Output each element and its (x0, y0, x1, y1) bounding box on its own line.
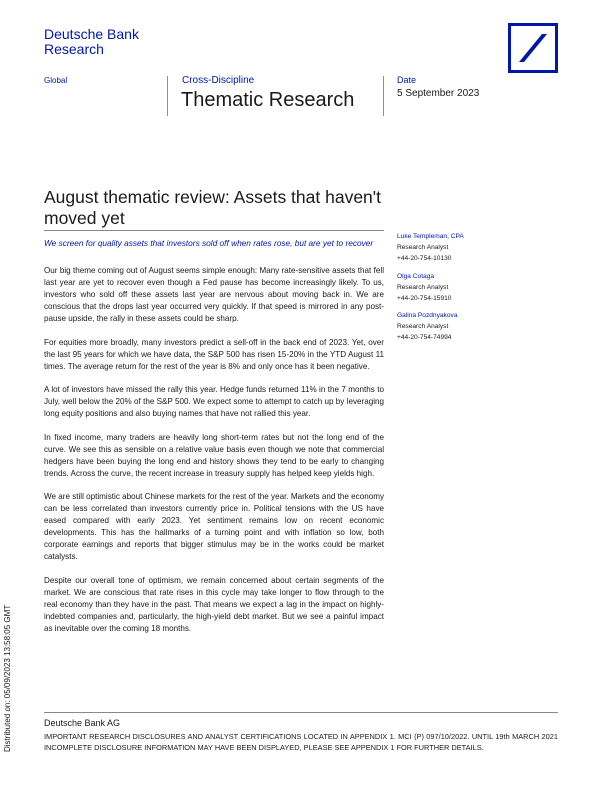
analyst-entry (397, 231, 567, 264)
body-paragraph: For equities more broadly, many investors predict a sell-off in the back end of 2023. Yet, over the last 95 years for which we have data, the S&P 500 has risen 15-20% in the YTD August 11 times. The average return for the rest of the year is 8% and only once has it been negative. (44, 337, 384, 371)
header-divider-right (383, 76, 384, 116)
body-paragraph: Despite our overall tone of optimism, we remain concerned about certain segments of the market. We are conscious that rate rises in this cycle may take longer to flow through to the real economy than they have in the past. That means we expect a lag in the impact on highly-indebted companies and, particularly, the high-yield debt market. But we see a painful impact as inevitable over the coming 18 months. (44, 575, 384, 633)
slash-logo-icon (511, 26, 555, 70)
body-paragraph: Our big theme coming out of August seems simple enough: Many rate-sensitive assets that fell last year are yet to recover even though a Fed pause has become increasingly likely. To us, investors who sold off these assets last year are nervous about moving back in. We are conscious that the drops last year occurred very quickly. If that speed is mirrored in any post-pause upside, the rally in these assets could be sharp. (44, 266, 384, 323)
distribution-stamp: Distributed on: 05/09/2023 13:58:05 GMT (3, 604, 12, 752)
deutsche-bank-logo (508, 23, 558, 73)
body-paragraph: We are still optimistic about Chinese markets for the rest of the year. Markets and the economy can be less correlated than investors currently price in. Political tensions with the US have eased compared with early 2023. Yet sentiment remains low on recent economic developments. This has the hallmarks of a turning point and with inflation so low, both corporate earnings and reports that bigger stimulus may be in the works could be market catalysts. (44, 492, 384, 561)
analyst-name[interactable]: Galina Pozdnyakova (397, 312, 458, 319)
analyst-phone: +44-20-754-15910 (397, 294, 452, 302)
report-body (44, 265, 384, 646)
analyst-name[interactable]: Olga Cotaga (397, 272, 435, 280)
analyst-role: Research Analyst (397, 283, 449, 291)
analyst-phone: +44-20-754-10130 (397, 255, 452, 262)
analyst-name[interactable]: Luke Templeman, CPA (397, 233, 464, 240)
report-date: 5 September 2023 (397, 88, 480, 99)
analyst-phone: +44-20-754-74994 (397, 334, 452, 341)
discipline-label: Cross-Discipline (182, 75, 255, 86)
report-summary: We screen for quality assets that investors sold off when rates rose, but are yet to recover (44, 238, 374, 248)
body-paragraph: A lot of investors have missed the rally this year. Hedge funds returned 11% in the 7 months to July, well below the 20% of the S&P 500. We expect some to attempt to catch up by leveraging long equity positions and also buying names that have not rallied this year. (44, 385, 384, 418)
region-label: Global (44, 76, 68, 85)
brand-line-2: Research (44, 41, 104, 57)
analyst-role: Research Analyst (397, 244, 449, 251)
footer-company: Deutsche Bank AG (44, 718, 121, 728)
series-title: Thematic Research (181, 89, 355, 111)
footer-disclosure: IMPORTANT RESEARCH DISCLOSURES AND ANALYST CERTIFICATIONS LOCATED IN APPENDIX 1. MCI (P) 097/10/2022. UNTIL 19th MARCH 2021 INCOMPLETE DISCLOSURE INFORMATION MAY HAVE BEEN DISPLAYED, PLEASE SEE APPENDIX 1 FOR FURTHER DETAILS. (44, 732, 558, 752)
title-divider (44, 230, 384, 231)
analyst-list (397, 231, 567, 350)
analyst-entry (397, 271, 567, 304)
footer-divider (44, 712, 558, 713)
brand-name (44, 27, 139, 57)
analyst-role: Research Analyst (397, 323, 449, 330)
report-title: August thematic review: Assets that haven't moved yet (44, 187, 381, 228)
body-paragraph: In fixed income, many traders are heavily long short-term rates but not the long end of the curve. We see this as sensible on a relative value basis even though we note that commercial hedgers have been buying the long end and history shows they tend to be early to changing trends. Across the curve, the recent increase in treasury supply has helped keep yields high. (44, 432, 384, 478)
analyst-entry (397, 310, 567, 343)
date-label: Date (397, 75, 417, 85)
header-divider-left (167, 76, 168, 116)
brand-line-1: Deutsche Bank (44, 26, 139, 42)
